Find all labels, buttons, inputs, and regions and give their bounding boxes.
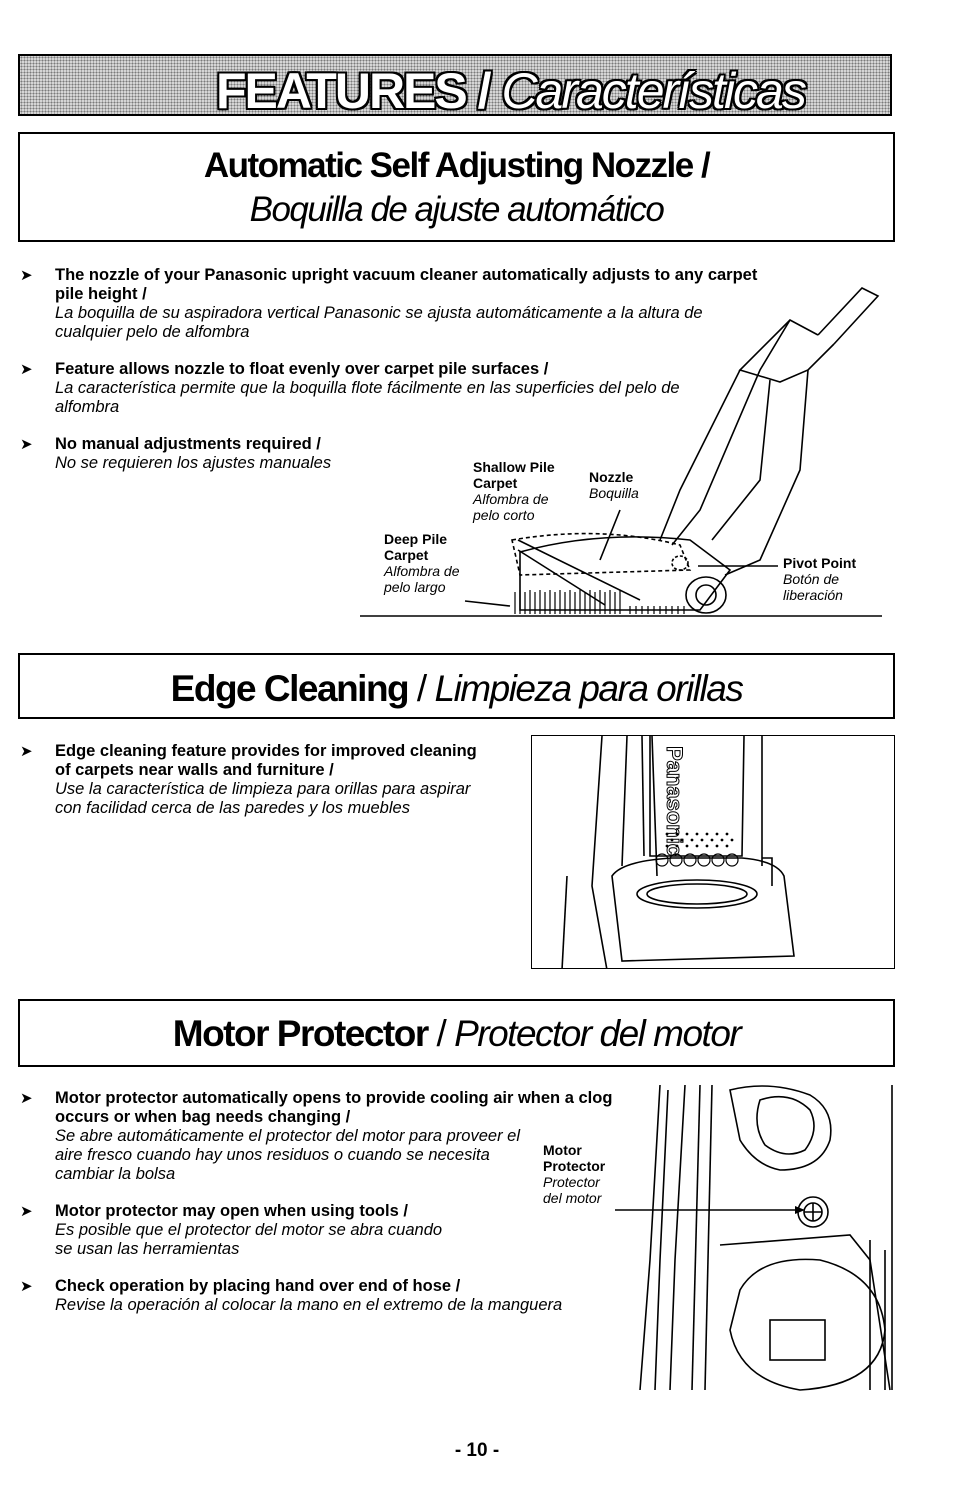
nozzle-title-es: Boquilla de ajuste automático [249, 190, 664, 229]
nozzle-title-en: Automatic Self Adjusting Nozzle / [203, 146, 710, 185]
bullet-text-en: No manual adjustments required / [55, 435, 321, 453]
nozzle-callout [589, 469, 659, 501]
motor-bullets [20, 1089, 620, 1315]
nozzle-title-es-row [20, 190, 893, 230]
bullet-text-en: Check operation by placing hand over end of hose / [55, 1277, 461, 1295]
deep-pile-callout [384, 531, 479, 595]
edge-brand-text: Panasonic [662, 746, 687, 857]
bullet-text-es: Use la característica de limpieza para orillas para aspirar con facilidad cerca de las paredes y los muebles [55, 780, 471, 817]
list-item [20, 1089, 620, 1184]
edge-title-en: Edge Cleaning [170, 668, 409, 709]
banner-title [216, 62, 805, 116]
motor-title [20, 1013, 893, 1055]
motor-protector-label-es: Protector del motor [543, 1174, 602, 1206]
edge-bullets [20, 742, 490, 818]
edge-vacuum-drawing [532, 736, 895, 969]
nozzle-label-es: Boquilla [589, 485, 639, 501]
banner-title-en: FEATURES [216, 63, 466, 116]
banner-separator: / [465, 63, 502, 116]
bullet-text-en: Feature allows nozzle to float evenly over carpet pile surfaces / [55, 360, 549, 378]
bullet-text-es: No se requieren los ajustes manuales [55, 454, 332, 472]
arrow-bullet-icon: ➤ [20, 743, 33, 760]
bullet-text-en: Motor protector may open when using tools / [55, 1202, 408, 1220]
bullet-text-en: Motor protector automatically opens to provide cooling air when a clog occurs or when bag needs changing / [55, 1089, 613, 1126]
edge-title-es: Limpieza para orillas [434, 668, 743, 709]
nozzle-section-header [18, 132, 895, 242]
motor-title-en: Motor Protector [172, 1013, 428, 1054]
shallow-pile-label-es: Alfombra de pelo corto [473, 491, 549, 523]
motor-section-header [18, 999, 895, 1067]
bullet-text-es: Se abre automáticamente el protector del motor para proveer el aire fresco cuando hay unos residuos o cuando se necesita cambiar la bolsa [55, 1127, 520, 1183]
bullet-text-es: La característica permite que la boquilla flote fácilmente en las superficies del pelo de alfombra [55, 379, 680, 416]
features-banner [18, 54, 892, 116]
arrow-bullet-icon: ➤ [20, 1090, 33, 1107]
edge-separator: / [408, 668, 435, 709]
pivot-point-callout [783, 555, 883, 603]
arrow-bullet-icon: ➤ [20, 361, 33, 378]
arrow-bullet-icon: ➤ [20, 1278, 33, 1295]
list-item [20, 1202, 620, 1259]
edge-cleaning-illustration [531, 735, 895, 969]
list-item [20, 742, 490, 818]
edge-section-header [18, 653, 895, 719]
motor-separator: / [427, 1013, 455, 1054]
deep-pile-label-es: Alfombra de pelo largo [384, 563, 460, 595]
motor-protector-illustration [615, 1082, 900, 1392]
bullet-text-es: La boquilla de su aspiradora vertical Panasonic se ajusta automáticamente a la altura de cualquier pelo de alfombra [55, 304, 703, 341]
page-number: - 10 - [454, 1440, 500, 1461]
deep-pile-label-en: Deep Pile Carpet [384, 531, 448, 563]
motor-protector-label-en: Motor Protector [543, 1142, 606, 1174]
nozzle-label-en: Nozzle [589, 469, 634, 485]
bullet-text-en: The nozzle of your Panasonic upright vacuum cleaner automatically adjusts to any carpet pile height / [55, 266, 758, 303]
arrow-bullet-icon: ➤ [20, 436, 33, 453]
pivot-point-label-en: Pivot Point [783, 555, 857, 571]
list-item [20, 1277, 620, 1315]
pivot-point-label-es: Botón de liberación [783, 571, 843, 603]
arrow-bullet-icon: ➤ [20, 267, 33, 284]
motor-protector-callout [543, 1142, 623, 1206]
bullet-text-es: Es posible que el protector del motor se abra cuando se usan las herramientas [55, 1221, 443, 1258]
motor-title-es: Protector del motor [454, 1013, 741, 1054]
bullet-text-en: Edge cleaning feature provides for improved cleaning of carpets near walls and furniture / [55, 742, 477, 779]
banner-title-es: Características [501, 63, 805, 116]
edge-title [20, 668, 893, 710]
shallow-pile-callout [473, 459, 573, 523]
bullet-text-es: Revise la operación al colocar la mano en el extremo de la manguera [55, 1296, 563, 1314]
arrow-bullet-icon: ➤ [20, 1203, 33, 1220]
shallow-pile-label-en: Shallow Pile Carpet [473, 459, 555, 491]
